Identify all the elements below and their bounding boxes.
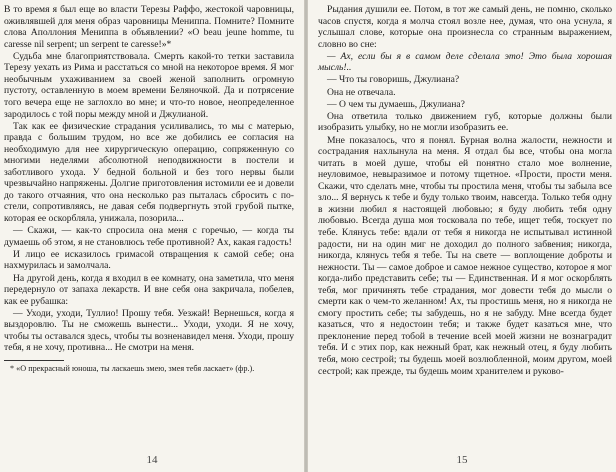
- italic-speech: — Ах, если бы я в самом деле сделала это! Это была хорошая мысль!..: [318, 50, 612, 74]
- paragraph: Судьба мне благоприятствовала. Смерть какой-то тетки заставила Терезу уехать из Рима и расстаться со мной на некоторое время. Я мог необычным ухаживанием за своей женой заполнить огромную пустоту, оставленную в моем времени Беляночкой. Да и потрясение того вечера еще не заглохло во мне; и что-то новое, неопределенное зародилось с той поры между мной и Джулианой.: [4, 50, 294, 120]
- paragraph: Она ответила только движением губ, которые должны были изобразить улыбку, но не могли изобразить ее.: [318, 110, 612, 134]
- page-number-left: 14: [146, 454, 158, 466]
- footnote-rule: [4, 360, 64, 361]
- left-page: [0, 0, 304, 472]
- paragraph: — Уходи, уходи, Туллио! Прошу тебя. Уезжай! Вернешься, когда я выздоровлю. Ты не сможешь вынести... Уходи, уходи. Я не хочу, чтобы ты оставался здесь, чтобы ты возненавидел меня. Уходи, прошу тебя, я не хочу, противна... Не смотри на меня.: [4, 307, 294, 354]
- paragraph: В то время я был еще во власти Терезы Раффо, жестокой чаровницы, оживлявшей для меня образ чаровницы Мениппа. Помните? Помните слова Аполлония Мениппа в объявлении? «O beau jeune homme, tu caresse nil serpent; un serpent te caresse!»*: [4, 4, 294, 50]
- right-page: [308, 0, 616, 472]
- paragraph: И лицо ее исказилось гримасой отвращения к самой себе; она нахмурилась и замолчала.: [4, 248, 294, 272]
- paragraph: Рыдания душили ее. Потом, в тот же самый день, не помню, сколько часов спустя, когда я молча стоял возле нее, думая, что она уснула, я услышал слове, которые она произнесла со странным выражением, словно во сне:: [318, 4, 612, 50]
- paragraph: — О чем ты думаешь, Джулиана?: [327, 98, 465, 110]
- paragraph: На другой день, когда я входил в ее комнату, она заметила, что меня передернуло от запаха лекарств. И вне себя она закричала, побелев, как ее рубашка:: [4, 272, 294, 307]
- page-number-right: 15: [456, 454, 468, 466]
- paragraph-italic: [318, 51, 612, 74]
- left-page-text: [4, 4, 294, 354]
- footnote: * «О прекрасный юноша, ты ласкаешь змею, змея тебя ласкает» (фр.).: [10, 363, 255, 373]
- paragraph: — Что ты говоришь, Джулиана?: [327, 74, 460, 86]
- paragraph: Она не отвечала.: [327, 86, 396, 98]
- paragraph: — Скажи, — как-то спросила она меня с горечью, — когда ты думаешь об этом, я не становлюсь тебе противной? Ах, какая гадость!: [4, 225, 294, 248]
- paragraph: Так как ее физические страдания усиливались, то мы с матерью, правда с большим трудом, но все же добились ее согласия на необходимую для нее хирургическую операцию, сопряженную со многими неделями абсолютной неподвижности в постели и заботливого ухода. У бедной больной и без того нервы были чрезвычайно напряжены. Долгие приготовления истомили ее и довели до такого отчаяния, что она несколько раз пыталась сбросить с постели, сопротивляясь, не давая себя подвергнуть этой грубой пытке, которая ее оскорбляла, унижала, позорила...: [4, 120, 294, 225]
- right-page-text: [318, 4, 612, 377]
- paragraph: Мне показалось, что я понял. Бурная волна жалости, нежности и сострадания нахлынула на меня. Я отдал бы все, чтобы она могла читать в моей душе, чтобы ей понятно стало мое волнение, неуловимое, невыразимое и потому тщетное. «Прости, прости меня. Скажи, что сделать мне, чтобы ты простила меня, чтобы ты забыла все зло... Я вернусь к тебе и буду только твоим, навсегда. Только тебя одну в жизни любил я настоящей любовью; я буду любить тебя одну любовью. Всегда душа моя тосковала по тебе, ищет тебя, тоскует по тебе. Клянусь тебе: вдали от тебя я никогда не испытывал истинной радости, ни на один миг не доходил до полного забвения; никогда, никогда, клянусь тебя я тебе. Ты на свете — воплощение доброты и нежности. Ты — самое доброе и самое нежное существо, которое я мог когда-либо представить себе; ты — Единственная. И я мог оскорблять тебя, мог причинять тебе страдания, мог довести тебя до мысли о смерти как о чем-то желанном! Ах, ты простишь меня, но я никогда не смогу простить себе; ты забудешь, но я не забуду. Мне всегда будет казаться, что я недостоин тебя; и также будет казаться мне, что преклонение перед тобой в течение всей моей жизни не вознаградит тебя. И с этих пор, как нежный брат, как нежный отец, я буду любить тебя, мою сестрой; ты будешь моей возлюбленной, моим другом, моей сестрой; как прежде, ты будешь моим хранителем и руково-: [318, 134, 612, 377]
